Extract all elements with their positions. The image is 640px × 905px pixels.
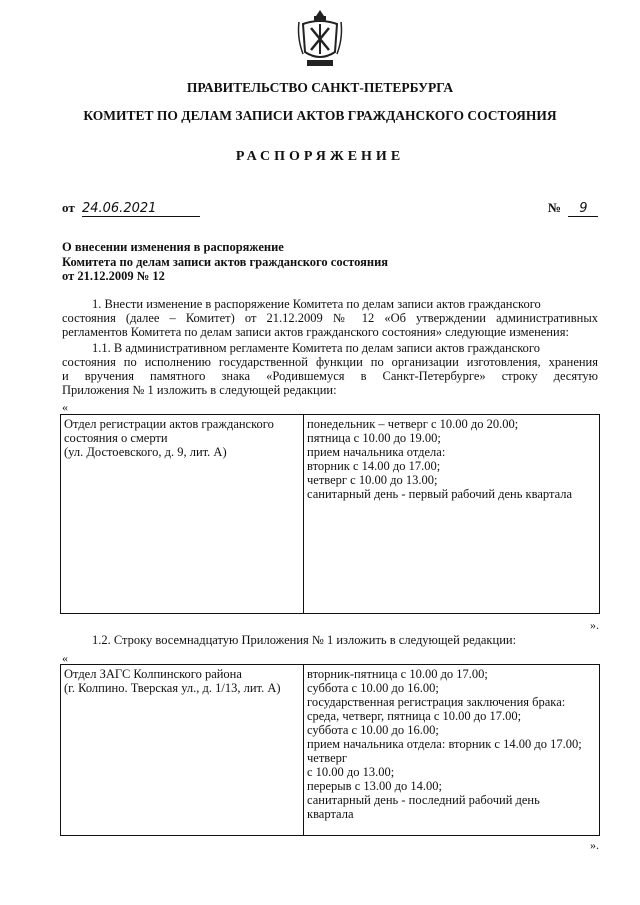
cell-line: суббота с 10.00 до 16.00;	[307, 681, 439, 695]
cell-line: Отдел ЗАГС Колпинского района	[64, 667, 242, 681]
paragraph-line: регламентов Комитета по делам записи актов гражданского состояния» следующие изменения:	[62, 325, 569, 339]
paragraph-line: 1.1. В административном регламенте Комитета по делам записи актов гражданского	[92, 341, 540, 355]
cell-line: санитарный день - последний рабочий день	[307, 793, 540, 807]
close-quote: ».	[590, 618, 599, 632]
cell-line: четверг	[307, 751, 348, 765]
paragraph-line: Приложения № 1 изложить в следующей редакции:	[62, 383, 337, 397]
schedule-cell	[304, 665, 600, 836]
cell-line: состояния о смерти	[64, 431, 168, 445]
cell-line: суббота с 10.00 до 16.00;	[307, 723, 439, 737]
cell-line: прием начальника отдела:	[307, 445, 446, 459]
cell-line: перерыв с 13.00 до 14.00;	[307, 779, 442, 793]
paragraph-1	[62, 297, 598, 339]
date-prefix: от	[62, 200, 75, 215]
committee-title: КОМИТЕТ ПО ДЕЛАМ ЗАПИСИ АКТОВ ГРАЖДАНСКОГО СОСТОЯНИЯ	[83, 108, 557, 123]
cell-line: среда, четверг, пятница с 10.00 до 17.00;	[307, 709, 522, 723]
date-row	[62, 200, 200, 217]
schedule-cell	[304, 415, 600, 614]
open-quote: «	[62, 651, 68, 665]
open-quote: «	[62, 400, 68, 414]
paragraph-line: 1. Внести изменение в распоряжение Комитета по делам записи актов гражданского	[92, 297, 541, 311]
cell-line: вторник с 14.00 до 17.00;	[307, 459, 441, 473]
paragraph-line: и вручения памятного знака «Родившемуся в Санкт-Петербурге» строку десятую	[62, 369, 598, 383]
cell-line: санитарный день - первый рабочий день квартала	[307, 487, 573, 501]
cell-line: Отдел регистрации актов гражданского	[64, 417, 274, 431]
table-row	[61, 415, 600, 614]
cell-line: вторник-пятница с 10.00 до 17.00;	[307, 667, 488, 681]
cell-line: понедельник – четверг с 10.00 до 20.00;	[307, 417, 519, 431]
department-cell	[61, 415, 304, 614]
date-value: 24.06.2021	[82, 201, 200, 217]
number-row	[548, 200, 598, 217]
department-cell	[61, 665, 304, 836]
subject-line: О внесении изменения в распоряжение	[62, 240, 284, 254]
schedule-table-1	[60, 414, 600, 614]
number-prefix: №	[548, 200, 562, 215]
cell-line: прием начальника отдела: вторник с 14.00 до 17.00;	[307, 737, 582, 751]
paragraph-line: состояния (далее – Комитет) от 21.12.2009 № 12 «Об утверждении административных	[62, 311, 598, 325]
paragraph-line: 1.2. Строку восемнадцатую Приложения № 1 изложить в следующей редакции:	[92, 633, 517, 647]
table-row	[61, 665, 600, 836]
coat-of-arms-icon	[295, 8, 345, 70]
government-title: ПРАВИТЕЛЬСТВО САНКТ-ПЕТЕРБУРГА	[186, 80, 454, 95]
cell-line: пятница с 10.00 до 19.00;	[307, 431, 441, 445]
cell-line: (г. Колпино. Тверская ул., д. 1/13, лит. А)	[64, 681, 281, 695]
subject-line: Комитета по делам записи актов гражданского состояния	[62, 254, 389, 269]
subject	[62, 240, 388, 284]
cell-line: (ул. Достоевского, д. 9, лит. А)	[64, 445, 227, 459]
cell-line: квартала	[307, 807, 354, 821]
paragraph-line: состояния по исполнению государственной функции по организации изготовления, хранения	[62, 355, 598, 369]
paragraph-1-2	[62, 633, 598, 647]
paragraph-1-1	[62, 341, 598, 397]
schedule-table-2	[60, 664, 600, 836]
cell-line: четверг с 10.00 до 13.00;	[307, 473, 438, 487]
close-quote: ».	[590, 838, 599, 852]
document-type: РАСПОРЯЖЕНИЕ	[235, 149, 405, 164]
subject-line: от 21.12.2009 № 12	[62, 269, 165, 283]
number-value: 9	[568, 201, 598, 217]
cell-line: с 10.00 до 13.00;	[307, 765, 395, 779]
cell-line: государственная регистрация заключения брака:	[307, 695, 566, 709]
